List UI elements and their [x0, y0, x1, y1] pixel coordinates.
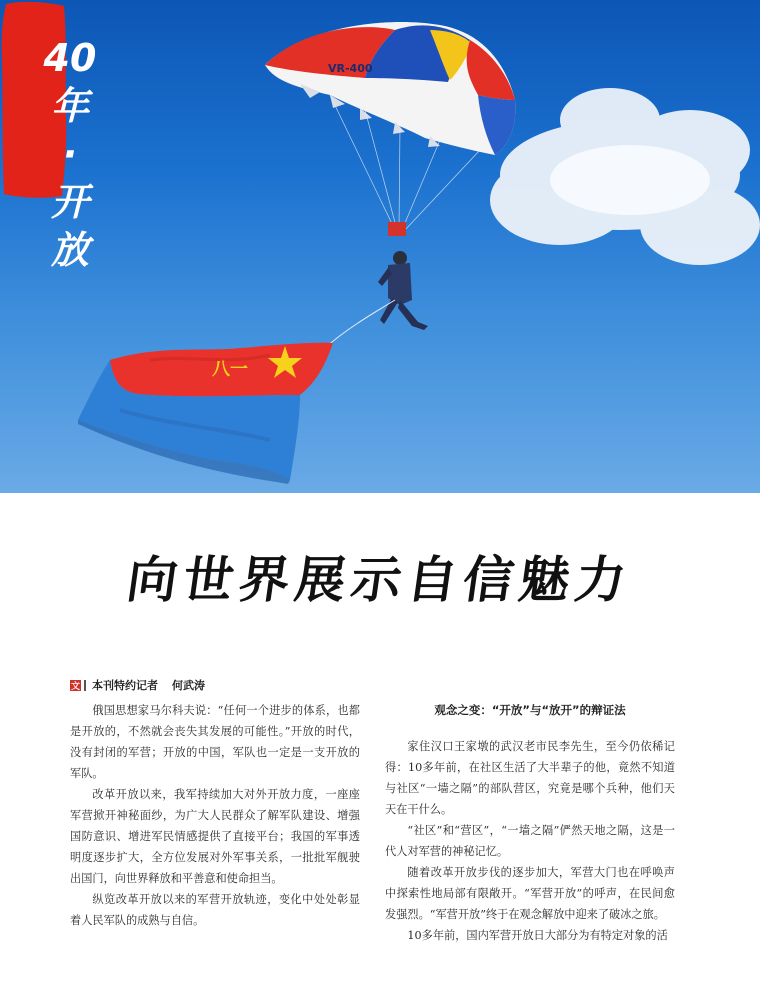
badge-text: [36, 34, 104, 274]
flag-emblem-text: 八一: [212, 359, 248, 380]
parachute-canopy: [265, 22, 515, 155]
flag: [78, 343, 333, 484]
container-pack: [388, 222, 406, 236]
article-headline: 向世界展示自信魅力: [123, 550, 636, 609]
paragraph: “社区”和“营区”，“一墙之隔”俨然天地之隔，这是一代人对军营的神秘记忆。: [385, 824, 675, 858]
paragraph: 俄国思想家马尔科夫说：“任何一个进步的体系，也都是开放的，不然就会丧失其发展的可能性。”开放的时代，没有封闭的军营；开放的中国，军队也一定是一支开放的军队。: [70, 704, 360, 780]
paragraph: 纵览改革开放以来的军营开放轨迹，变化中处处彰显着人民军队的成熟与自信。: [70, 893, 360, 927]
canopy-label: VR-400: [328, 62, 373, 75]
paragraph: 改革开放以来，我军持续加大对外开放力度，一座座军营掀开神秘面纱，为广大人民群众了解军队建设、增强国防意识、增进军民情感提供了直接平台；我国的军事透明度逐步扩大，全方位发展对外军事关系，一批批军舰驶出国门，向世界释放和平善意和使命担当。: [70, 788, 360, 885]
byline-mark: 文: [70, 681, 80, 692]
right-column: [385, 736, 675, 946]
paragraph: 随着改革开放步伐的逐步加大，军营大门也在呼唤声中探索性地局部有限敞开。“军营开放”的呼声，在民间愈发强烈。“军营开放”终于在观念解放中迎来了破冰之旅。: [385, 866, 675, 921]
byline-role: 本刊特约记者: [92, 679, 158, 692]
section-subhead: 观念之变：“开放”与“放开”的辩证法: [434, 703, 626, 717]
byline-divider: [84, 680, 86, 691]
hero-photo: [0, 0, 760, 493]
paragraph: 10多年前，国内军营开放日大部分为有特定对象的活: [407, 929, 668, 942]
badge-line1: 40年: [43, 36, 97, 128]
byline-author: 何武涛: [172, 679, 205, 692]
badge-line2: 开放: [50, 180, 89, 272]
left-column: [70, 700, 360, 931]
parachute-scene: [0, 0, 760, 493]
badge-dot: ·: [62, 132, 78, 176]
paragraph: 家住汉口王家墩的武汉老市民李先生，至今仍依稀记得：10多年前，在社区生活了大半辈子的他，竟然不知道与社区“一墙之隔”的部队营区，究竟是哪个兵种，他们天天在干什么。: [385, 740, 675, 816]
byline: [70, 677, 205, 693]
skydiver: [378, 251, 428, 330]
